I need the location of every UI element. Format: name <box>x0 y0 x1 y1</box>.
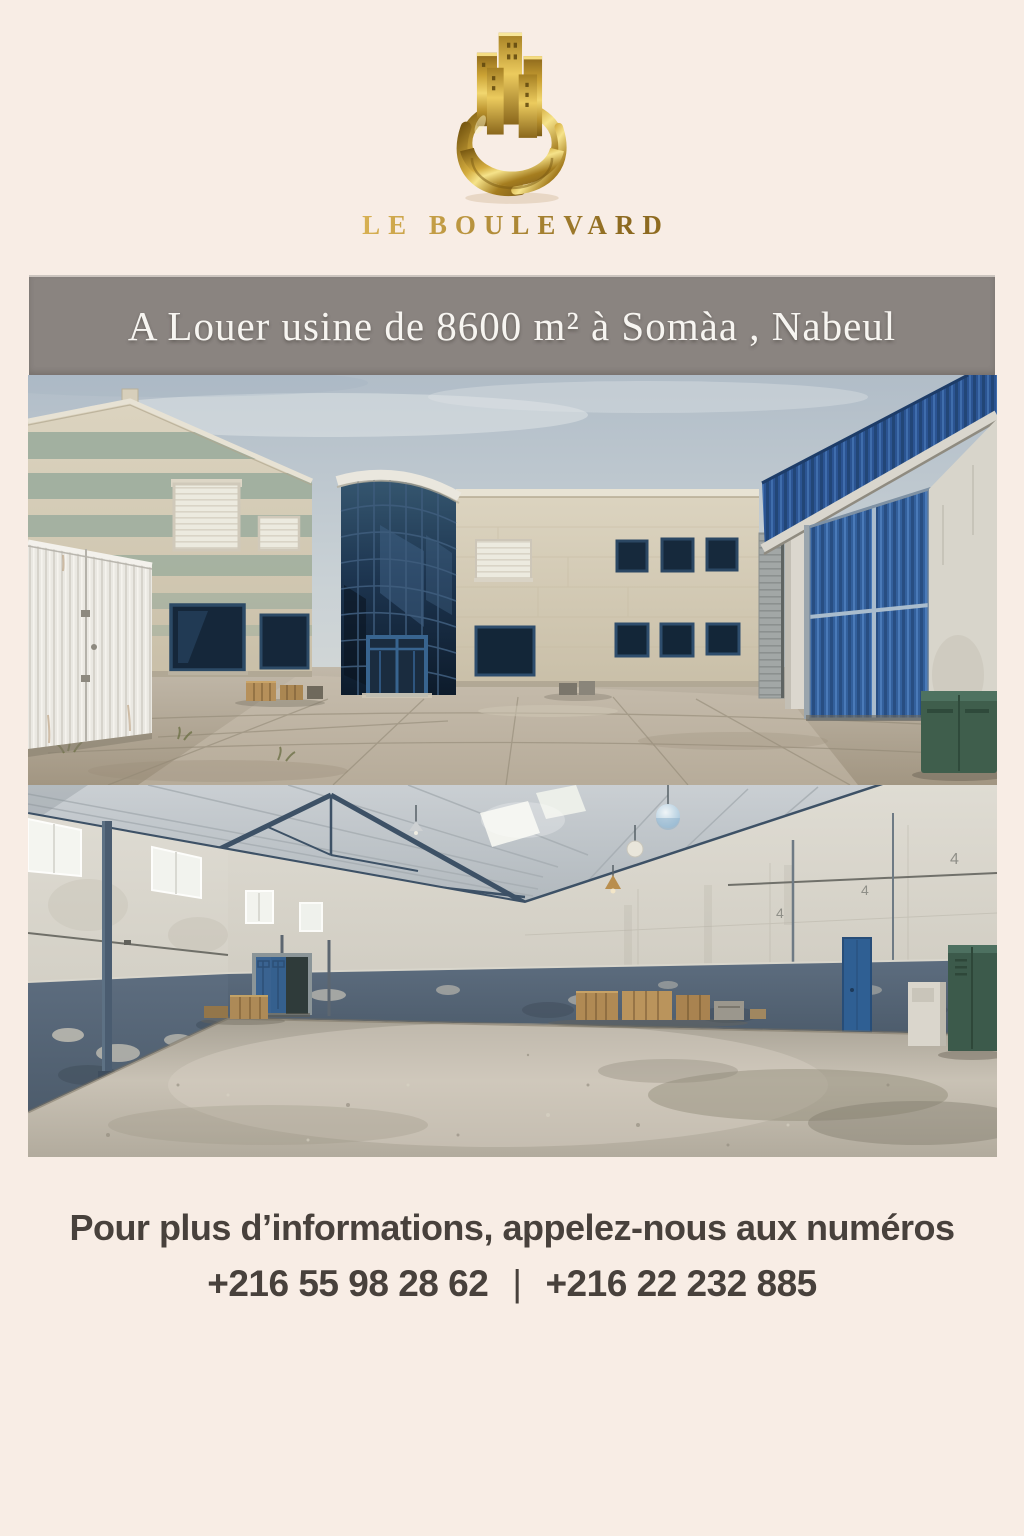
phone-primary: +216 55 98 28 62 <box>207 1263 489 1304</box>
svg-text:4: 4 <box>949 851 959 868</box>
contact-info-line: Pour plus d’informations, appelez-nous aux numéros <box>69 1207 955 1248</box>
svg-text:4: 4 <box>860 882 869 898</box>
photo-exterior <box>28 375 997 785</box>
phone-separator: | <box>512 1263 522 1304</box>
listing-title-banner <box>29 275 995 375</box>
brand-header <box>0 0 1024 241</box>
interior-photo-graphic <box>28 785 997 1157</box>
listing-title: A Louer usine de 8600 m² à Somàa , Nabeul <box>127 303 897 349</box>
phone-line <box>0 1263 1024 1305</box>
contact-footer <box>0 1207 1024 1305</box>
photo-interior <box>28 785 997 1157</box>
svg-text:4: 4 <box>775 905 784 921</box>
brand-logo-icon <box>426 16 598 208</box>
exterior-photo-graphic <box>28 375 997 785</box>
brand-name: LE BOULEVARD <box>0 210 1024 241</box>
phone-secondary: +216 22 232 885 <box>545 1263 817 1304</box>
